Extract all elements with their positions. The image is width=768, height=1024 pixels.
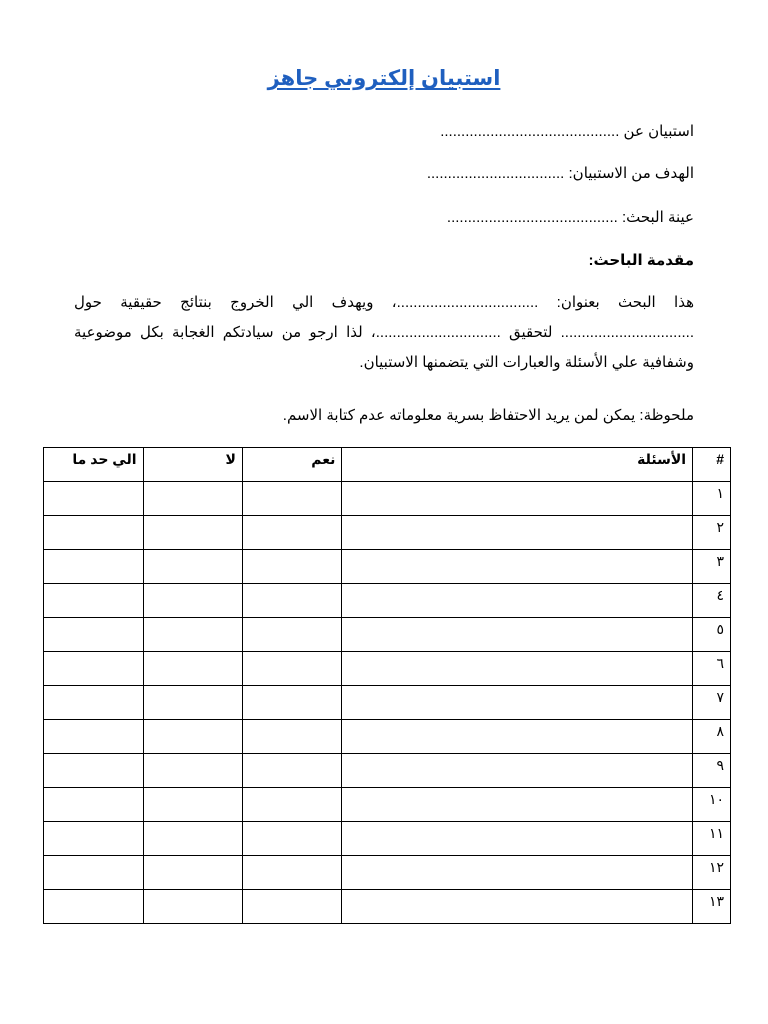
field-goal: الهدف من الاستبيان: ................................. [426,165,694,182]
row-number: ٨ [693,720,731,754]
no-cell[interactable] [143,516,242,550]
table-row [44,652,731,686]
no-cell[interactable] [143,686,242,720]
row-number: ١ [693,482,731,516]
no-cell[interactable] [143,856,242,890]
no-cell[interactable] [143,890,242,924]
table-row [44,516,731,550]
no-cell[interactable] [143,618,242,652]
question-cell[interactable] [342,482,693,516]
table-row [44,890,731,924]
row-number: ٤ [693,584,731,618]
somewhat-cell[interactable] [44,754,144,788]
row-number: ٩ [693,754,731,788]
question-cell[interactable] [342,652,693,686]
field-sample: عينة البحث: ......................................... [446,209,694,226]
questions-table [43,447,731,924]
somewhat-cell[interactable] [44,788,144,822]
privacy-note: ملحوظة: يمكن لمن يريد الاحتفاظ بسرية معلوماته عدم كتابة الاسم. [282,407,694,424]
yes-cell[interactable] [242,788,342,822]
no-cell[interactable] [143,482,242,516]
question-cell[interactable] [342,516,693,550]
yes-cell[interactable] [242,856,342,890]
question-cell[interactable] [342,890,693,924]
somewhat-cell[interactable] [44,550,144,584]
somewhat-cell[interactable] [44,720,144,754]
somewhat-cell[interactable] [44,652,144,686]
yes-cell[interactable] [242,618,342,652]
header-no: لا [143,448,242,482]
yes-cell[interactable] [242,584,342,618]
no-cell[interactable] [143,822,242,856]
no-cell[interactable] [143,550,242,584]
somewhat-cell[interactable] [44,856,144,890]
table-row [44,482,731,516]
somewhat-cell[interactable] [44,822,144,856]
header-somewhat: الي حد ما [44,448,144,482]
intro-heading: مقدمة الباحث: [588,252,694,269]
question-cell[interactable] [342,822,693,856]
no-cell[interactable] [143,720,242,754]
somewhat-cell[interactable] [44,890,144,924]
row-number: ٧ [693,686,731,720]
no-cell[interactable] [143,584,242,618]
table-row [44,856,731,890]
header-questions: الأسئلة [342,448,693,482]
row-number: ١٠ [693,788,731,822]
somewhat-cell[interactable] [44,482,144,516]
yes-cell[interactable] [242,686,342,720]
table-row [44,754,731,788]
yes-cell[interactable] [242,482,342,516]
somewhat-cell[interactable] [44,618,144,652]
table-row [44,618,731,652]
question-cell[interactable] [342,856,693,890]
table-row [44,720,731,754]
question-cell[interactable] [342,584,693,618]
no-cell[interactable] [143,652,242,686]
row-number: ٣ [693,550,731,584]
row-number: ٢ [693,516,731,550]
yes-cell[interactable] [242,890,342,924]
table-row [44,788,731,822]
somewhat-cell[interactable] [44,686,144,720]
row-number: ١١ [693,822,731,856]
question-cell[interactable] [342,720,693,754]
row-number: ٦ [693,652,731,686]
question-cell[interactable] [342,788,693,822]
yes-cell[interactable] [242,754,342,788]
yes-cell[interactable] [242,652,342,686]
table-row [44,686,731,720]
intro-paragraph: هذا البحث بعنوان: ..................................، ويهدف الي الخروج بنتائج حقيقية حول ................................ لتحقيق ..............................، لذا ارجو من سيادتكم الغجابة بكل موضوعية وشفافية علي الأسئلة والعبارات التي يتضمنها الاستبيان. [74,294,694,371]
document-title: استبيان إلكتروني جاهز [267,67,501,90]
no-cell[interactable] [143,788,242,822]
table-header-row [44,448,731,482]
question-cell[interactable] [342,686,693,720]
yes-cell[interactable] [242,822,342,856]
somewhat-cell[interactable] [44,516,144,550]
table-row [44,822,731,856]
question-cell[interactable] [342,618,693,652]
table-row [44,584,731,618]
somewhat-cell[interactable] [44,584,144,618]
field-subject: استبيان عن ........................................... [440,123,694,140]
header-number: # [693,448,731,482]
yes-cell[interactable] [242,550,342,584]
row-number: ١٢ [693,856,731,890]
header-yes: نعم [242,448,342,482]
yes-cell[interactable] [242,720,342,754]
table-row [44,550,731,584]
yes-cell[interactable] [242,516,342,550]
question-cell[interactable] [342,550,693,584]
row-number: ٥ [693,618,731,652]
question-cell[interactable] [342,754,693,788]
row-number: ١٣ [693,890,731,924]
no-cell[interactable] [143,754,242,788]
